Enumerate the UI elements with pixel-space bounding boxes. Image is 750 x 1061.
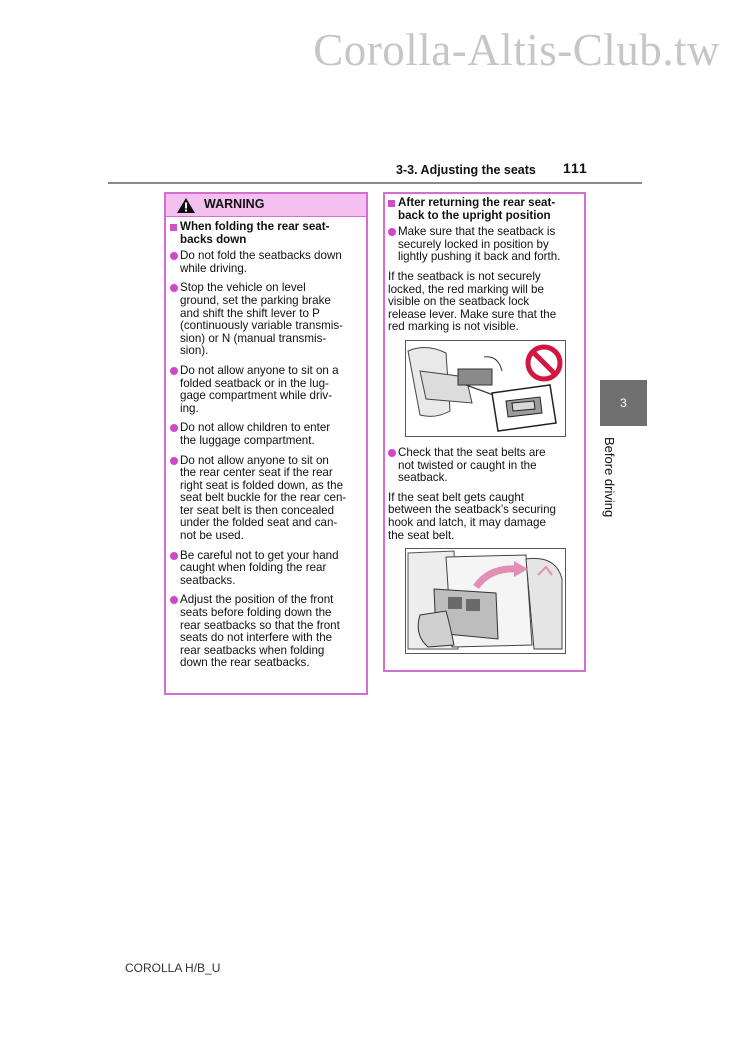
square-bullet-icon xyxy=(388,200,395,207)
list-item: Stop the vehicle on level ground, set the parking brake and shift the shift lever to P (continuously variable transmis- sion) or N (manual transmis- sion). xyxy=(170,282,366,358)
watermark: Corolla-Altis-Club.tw xyxy=(313,25,720,75)
bullet-dot-icon xyxy=(388,228,396,236)
chapter-label: Before driving xyxy=(602,437,617,518)
bullet-dot-icon xyxy=(170,552,178,560)
seat-belt-paragraph: If the seat belt gets caught between the seatback’s securing hook and latch, it may damage the seat belt. xyxy=(388,490,557,542)
list-item: Check that the seat belts are not twisted or caught in the seatback. xyxy=(388,447,580,485)
section-title: 3-3. Adjusting the seats xyxy=(396,163,536,177)
warning-box xyxy=(164,192,368,695)
lock-marking-paragraph: If the seatback is not securely locked, the red marking will be visible on the seatback lock release lever. Make sure that the red marking is not visible. xyxy=(388,269,557,334)
warning-heading xyxy=(170,221,366,246)
seatback-lock-illustration xyxy=(405,340,566,437)
seat-belt-illustration xyxy=(405,548,566,654)
square-bullet-icon xyxy=(170,224,177,231)
list-item: Do not fold the seatbacks down while driving. xyxy=(170,250,366,275)
upright-position-box xyxy=(383,192,586,672)
list-item: Make sure that the seatback is securely locked in position by lightly pushing it back and forth. xyxy=(388,226,580,264)
chapter-tab[interactable] xyxy=(600,380,647,426)
header-rule xyxy=(108,182,642,184)
list-item: Do not allow anyone to sit on the rear center seat if the rear right seat is folded down, as the seat belt buckle for the rear cen- ter seat belt is then concealed under the folded seat and can- not be used. xyxy=(170,455,366,543)
bullet-dot-icon xyxy=(170,596,178,604)
prohibition-icon xyxy=(528,347,560,379)
warning-triangle-icon xyxy=(176,197,196,214)
footer-model: COROLLA H/B_U xyxy=(125,961,221,975)
page-number: 111 xyxy=(563,160,588,176)
list-item: Adjust the position of the front seats before folding down the rear seatbacks so that the front seats do not interfere with the rear seatbacks when folding down the rear seatbacks. xyxy=(170,594,366,670)
chapter-number: 3 xyxy=(620,396,627,410)
warning-heading-text: When folding the rear seat- backs down xyxy=(180,220,330,246)
list-item: Do not allow anyone to sit on a folded seatback or in the lug- gage compartment while driv- ing. xyxy=(170,365,366,415)
bullet-dot-icon xyxy=(170,424,178,432)
bullet-dot-icon xyxy=(170,457,178,465)
bullet-dot-icon xyxy=(170,284,178,292)
warning-title: WARNING xyxy=(204,197,265,211)
bullet-dot-icon xyxy=(170,367,178,375)
upright-heading: After returning the rear seat- back to the upright position xyxy=(388,197,580,222)
bullet-dot-icon xyxy=(388,449,396,457)
warning-header xyxy=(166,194,366,217)
list-item: Do not allow children to enter the luggage compartment. xyxy=(170,422,366,447)
bullet-dot-icon xyxy=(170,252,178,260)
list-item: Be careful not to get your hand caught when folding the rear seatbacks. xyxy=(170,550,366,588)
